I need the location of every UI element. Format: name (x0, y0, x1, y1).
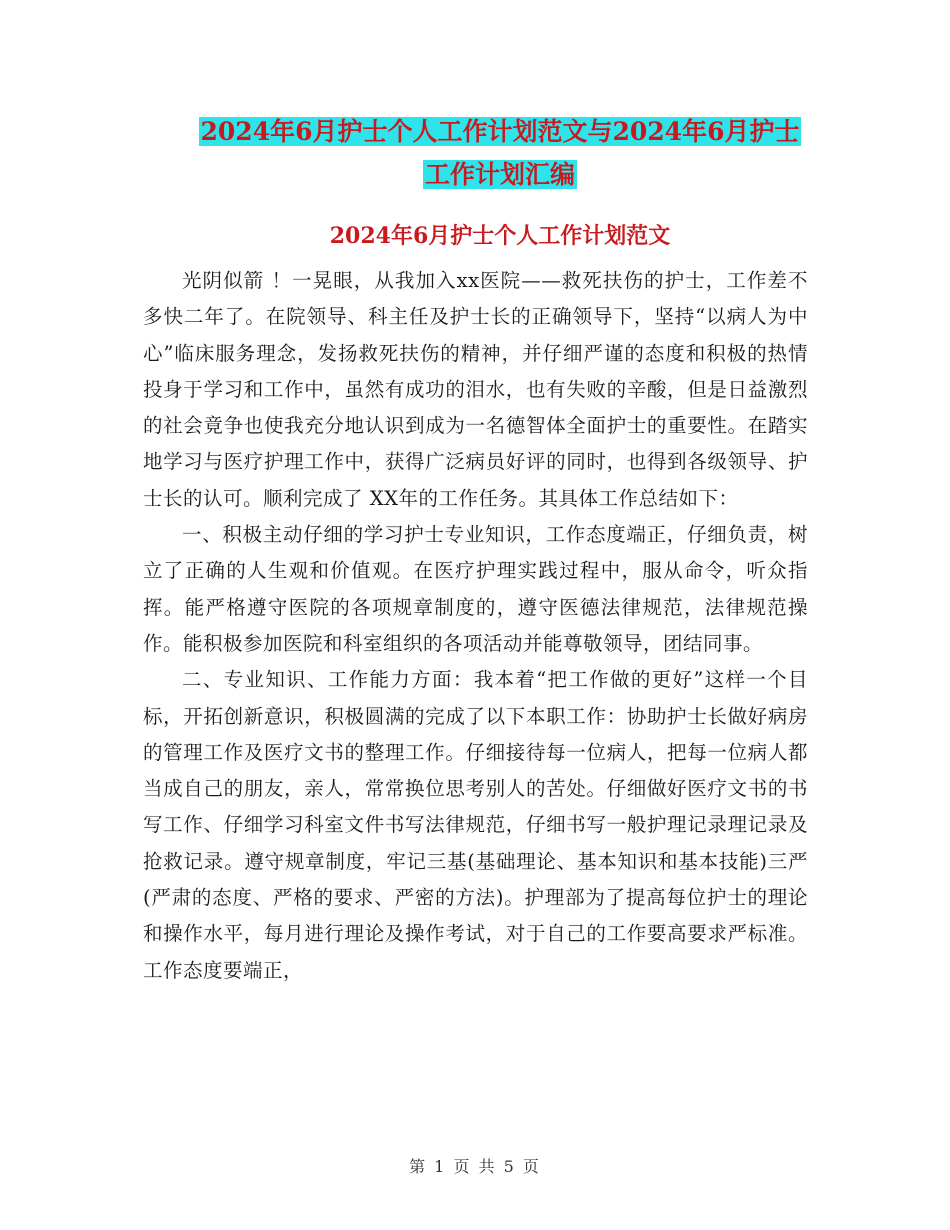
paragraph: 光阴似箭 ！一晃眼，从我加入xx医院——救死扶伤的护士，工作差不多快二年了。在院领导、科主任及护士长的正确领导下，坚持“以病人为中心”临床服务理念，发扬救死扶伤的精神，并仔细严谨的态度和积极的热情投身于学习和工作中，虽然有成功的泪水，也有失败的辛酸，但是日益激烈的社会竟争也使我充分地认识到成为一名德智体全面护士的重要性。在踏实地学习与医疗护理工作中，获得广泛病员好评的同时，也得到各级领导、护士长的认可。顺利完成了 XX年的工作任务。其具体工作总结如下： (143, 269, 808, 510)
title-line-2: 工作计划汇编 (424, 160, 575, 189)
document-title (140, 110, 860, 196)
body-text (143, 263, 808, 989)
title-line-1: 2024年6月护士个人工作计划范文与2024年6月护士 (200, 117, 800, 146)
section-title: 2024年6月护士个人工作计划范文 (329, 223, 671, 249)
paragraph: 二、专业知识、工作能力方面：我本着“把工作做的更好”这样一个目标，开拓创新意识，积极圆满的完成了以下本职工作：协助护士长做好病房的管理工作及医疗文书的整理工作。仔细接待每一位病人，把每一位病人都当成自己的朋友，亲人，常常换位思考别人的苦处。仔细做好医疗文书的书写工作、仔细学习科室文件书写法律规范，仔细书写一般护理记录理记录及抢救记录。遵守规章制度，牢记三基(基础理论、基本知识和基本技能)三严(严肃的态度、严格的要求、严密的方法)。护理部为了提高每位护士的理论和操作水平，每月进行理论及操作考试，对于自己的工作要高要求严标准。工作态度要端正， (143, 668, 808, 982)
paragraph: 一、积极主动仔细的学习护士专业知识，工作态度端正，仔细负责，树立了正确的人生观和价值观。在医疗护理实践过程中，服从命令，听众指挥。能严格遵守医院的各项规章制度的，遵守医德法律规范，法律规范操作。能积极参加医院和科室组织的各项活动并能尊敬领导，团结同事。 (143, 523, 808, 655)
page-footer: 第 1 页 共 5 页 (409, 1157, 541, 1176)
